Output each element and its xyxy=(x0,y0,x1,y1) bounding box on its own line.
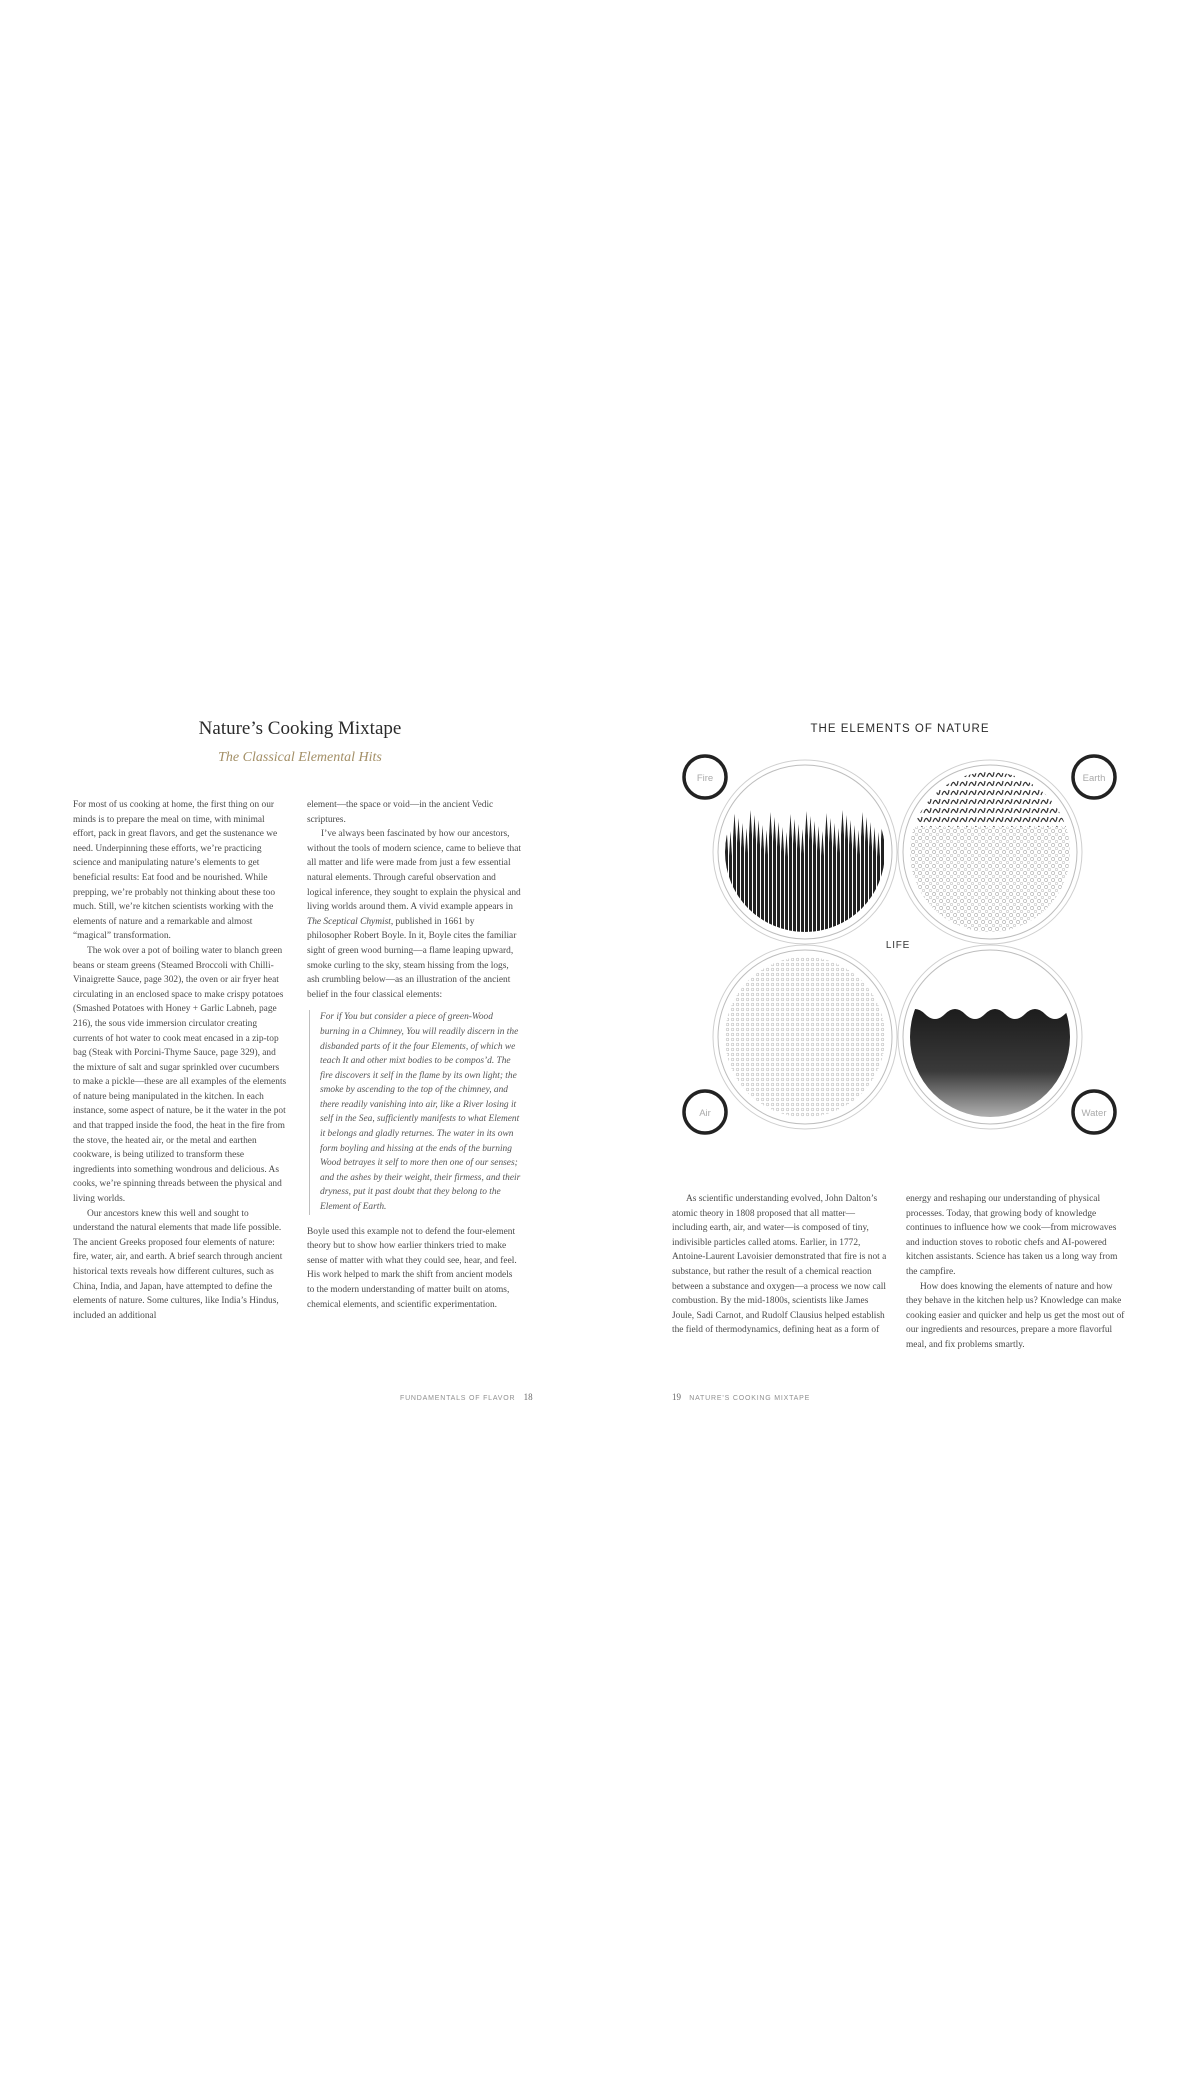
left-column-1 xyxy=(73,798,288,1323)
flame-stroke xyxy=(857,830,860,942)
fire-badge xyxy=(684,756,726,798)
flame-stroke xyxy=(725,826,728,942)
earth-label: Earth xyxy=(1082,773,1106,784)
flame-stroke xyxy=(865,817,868,942)
page-title: Nature’s Cooking Mixtape xyxy=(198,718,402,739)
right-page xyxy=(600,690,1200,1410)
air-texture xyxy=(720,952,890,1122)
right-column-2 xyxy=(906,1192,1126,1353)
water-waves xyxy=(905,1009,1085,1122)
water-label: Water xyxy=(1081,1108,1107,1119)
flame-stroke xyxy=(789,814,792,942)
flame-stroke xyxy=(817,826,820,942)
flame-stroke xyxy=(801,829,804,942)
running-footer: NATURE’S COOKING MIXTAPE xyxy=(689,1395,811,1402)
flame-stroke xyxy=(741,823,744,942)
flame-stroke xyxy=(777,822,780,942)
flame-stroke xyxy=(829,818,832,942)
air-pattern xyxy=(720,952,890,1122)
earth-dark-band xyxy=(905,767,1075,827)
earth-pattern xyxy=(905,767,1075,937)
page-subtitle: The Classical Elemental Hits xyxy=(218,750,382,765)
fire-pattern xyxy=(725,810,888,942)
flame-stroke xyxy=(745,828,748,942)
figure-title: THE ELEMENTS OF NATURE xyxy=(810,723,990,735)
flame-stroke xyxy=(809,816,812,942)
flame-stroke xyxy=(825,813,828,942)
flame-stroke xyxy=(849,820,852,942)
flame-stroke xyxy=(837,828,840,942)
paragraph: element—the space or void—in the ancient Vedic scriptures. xyxy=(307,800,494,825)
flame-stroke xyxy=(869,822,872,942)
flame-stroke xyxy=(769,812,772,942)
flame-stroke xyxy=(757,820,760,942)
paragraph: How does knowing the elements of nature and how they behave in the kitchen help us? Knowledge can make cooking easier and quicker and help us get the most out of our ingredients and resources, prepare a more flavorful meal, and fix problems smartly. xyxy=(906,1281,1125,1350)
page-footer xyxy=(672,1392,810,1402)
air-badge xyxy=(684,1091,726,1133)
water-badge xyxy=(1073,1091,1115,1133)
air-label: Air xyxy=(699,1108,711,1119)
paragraph: As scientific understanding evolved, John Dalton’s atomic theory in 1808 proposed that all matter—including earth, air, and water—is composed of tiny, indivisible particles called atoms. Earlier, in 1772, Antoine-Laurent Lavoisier demonstrated that fire is not a substance, but rather the result of a chemical reaction between a substance and oxygen—a process we now call combustion. By the mid-1800s, scientists like James Joule, Sadi Carnot, and Rudolf Clausius helped establish the field of thermodynamics, defining heat as a form of xyxy=(672,1194,887,1336)
paragraph: Our ancestors knew this well and sought to understand the natural elements that made life possible. The ancient Greeks proposed four elements of nature: fire, water, air, and earth. A brief search through ancient historical texts reveals how different cultures, such as China, India, and Japan, have attempted to define the elements of nature. Some cultures, like India’s Hindus, included an additional xyxy=(73,1208,283,1321)
paragraph-text: , published in 1661 by philosopher Robert Boyle. In it, Boyle cites the familiar sight of green wood burning—a flame leaping upward, smoke curling to the sky, steam hissing from the logs, ash crumbling below—as an illustration of the ancient belief in the four classical elements: xyxy=(307,916,517,1000)
book-title: The Sceptical Chymist xyxy=(307,916,391,927)
flame-stroke xyxy=(761,825,764,942)
paragraph: Boyle used this example not to defend the four-element theory but to show how earlier thinkers tried to make sense of matter with what they could see, hear, and feel. His work helped to mark the shift from ancient models to the modern understanding of matter built on atoms, chemical elements, and scientific experimentation. xyxy=(307,1226,517,1310)
flame-stroke xyxy=(781,827,784,942)
earth-badge xyxy=(1073,756,1115,798)
flame-stroke xyxy=(749,810,752,942)
water-pattern xyxy=(905,1009,1085,1122)
paragraph-text: I’ve always been fascinated by how our ancestors, without the tools of modern science, came to believe that all matter and life were made from just a few essential natural elements. Through careful observation and logical inference, they sought to explain the physical and living worlds around them. A vivid example appears in xyxy=(307,829,521,913)
flame-stroke xyxy=(729,831,732,942)
left-column-2 xyxy=(307,798,521,1312)
flame-stroke xyxy=(881,814,884,942)
flame-stroke xyxy=(813,821,816,942)
earth-quadrant xyxy=(898,760,1082,944)
flame-stroke xyxy=(773,817,776,942)
flame-stroke xyxy=(793,819,796,942)
flame-stroke xyxy=(821,831,824,942)
left-page xyxy=(0,690,590,1410)
flame-stroke xyxy=(733,813,736,942)
block-quote: For if You but consider a piece of green-Wood burning in a Chimney, You will readily discern in the disbanded parts of it the four Elements, of which we teach It and other mixt bodies to be compos’d. The fire discovers it self in the flame by its own light; the smoke by ascending to the top of the chimney, and there readily vanishing into air, like a River losing it self in the Sea, sufficiently manifests to what Element it belongs and gladly returnes. The water in its own form boyling and hissing at the ends of the burning Wood betrayes it self to more then one of our senses; and the ashes by their weight, their firmess, and their dryness, put it past doubt that they belong to the Element of Earth. xyxy=(309,1010,521,1214)
flame-stroke xyxy=(845,815,848,942)
flame-stroke xyxy=(873,827,876,942)
earth-light-band xyxy=(905,827,1075,937)
flame-stroke xyxy=(737,818,740,942)
fire-label: Fire xyxy=(696,773,714,784)
right-column-1 xyxy=(672,1192,887,1338)
page-footer xyxy=(400,1392,533,1402)
page-number: 18 xyxy=(523,1392,533,1402)
fire-quadrant xyxy=(713,760,897,944)
flame-stroke xyxy=(797,824,800,942)
air-quadrant xyxy=(713,945,897,1129)
page-number: 19 xyxy=(672,1392,681,1402)
flame-stroke xyxy=(833,823,836,942)
running-footer: FUNDAMENTALS OF FLAVOR xyxy=(400,1395,516,1402)
flame-stroke xyxy=(785,832,788,942)
flame-stroke xyxy=(765,830,768,942)
paragraph: For most of us cooking at home, the first thing on our minds is to prepare the meal on time, with minimal effort, pack in great flavors, and get the sustenance we need. Underpinning these efforts, we’re practicing science and manipulating nature’s elements to get beneficial results: Eat food and be nourished. While prepping, we’re probably not thinking about these too much. Still, we’re kitchen scientists working with the elements of nature and a remarkable and almost “magical” transformation. xyxy=(73,800,278,942)
paragraph: The wok over a pot of boiling water to blanch green beans or steam greens (Steamed Broccoli with Chilli-Vinaigrette Sauce, page 302), the oven or air fryer heat circulating in an enclosed space to make crispy potatoes (Smashed Potatoes with Honey + Garlic Labneh, page 216), the sous vide immersion circulator creating currents of hot water to cook meat encased in a zip-top bag (Steak with Porcini-Thyme Sauce, page 329), and the mixture of salt and sugar sprinkled over cucumbers to make a pickle—these are all examples of the elements of nature being manipulated in the kitchen. In each instance, some aspect of nature, be it the water in the pot and that trapped inside the food, the heat in the fire from the stove, the heated air, or the metal and earthen cookware, is being utilized to transform these ingredients into something wondrous and delicious. As cooks, we’re spinning threads between the physical and living worlds. xyxy=(73,945,287,1205)
flame-stroke xyxy=(805,811,808,942)
water-quadrant xyxy=(898,945,1085,1129)
paragraph xyxy=(307,827,521,1002)
flame-stroke xyxy=(841,810,844,942)
elements-diagram xyxy=(680,752,1120,1152)
center-label: LIFE xyxy=(885,940,911,951)
paragraph: energy and reshaping our understanding of physical processes. Today, that growing body of knowledge continues to influence how we cook—from microwaves and induction stoves to robotic chefs and AI-powered kitchen assistants. Science has taken us a long way from the campfire. xyxy=(906,1194,1118,1277)
flame-stroke xyxy=(877,832,880,942)
